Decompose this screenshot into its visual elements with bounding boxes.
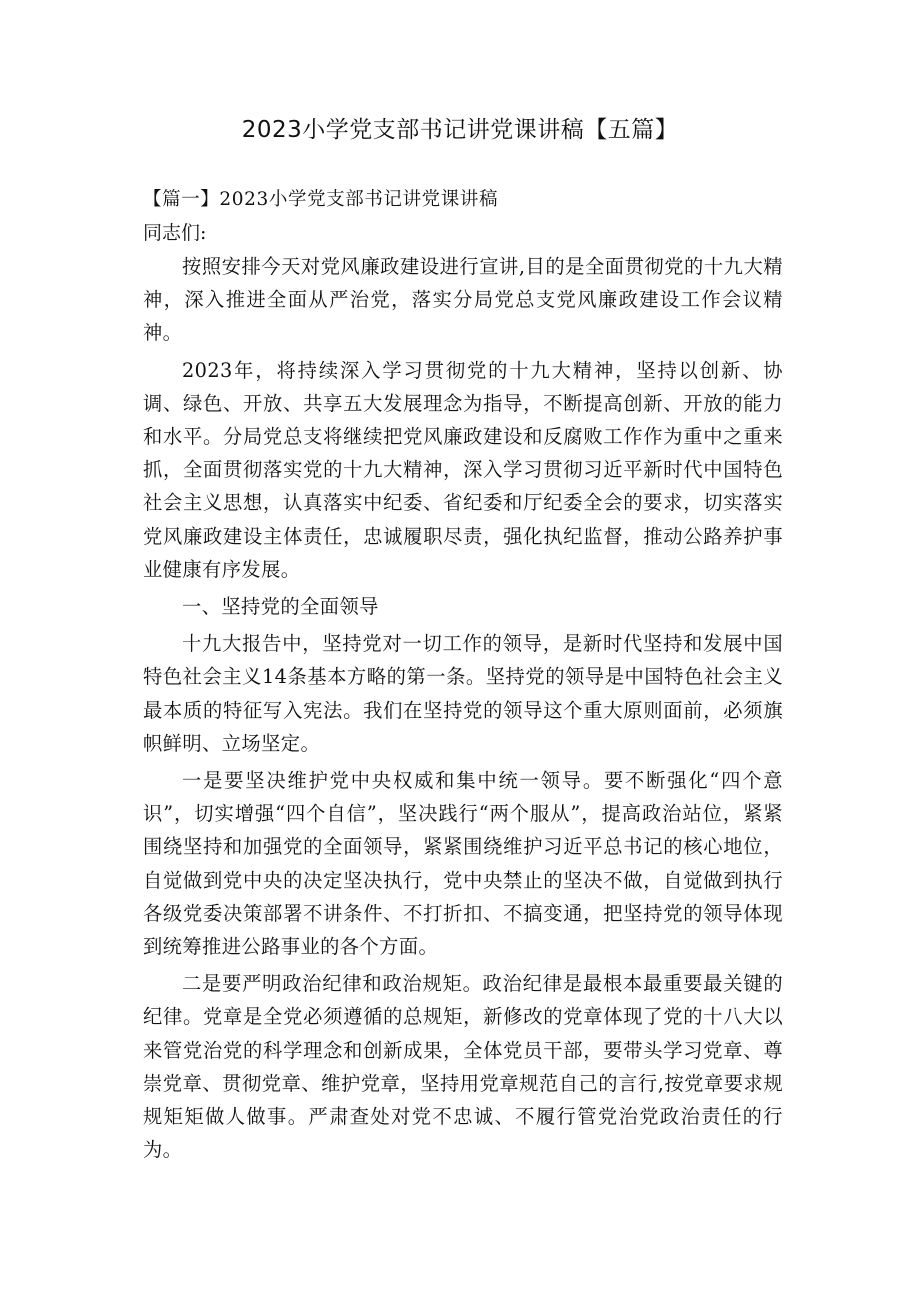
salutation: 同志们:	[143, 222, 207, 244]
document-title: 2023小学党支部书记讲党课讲稿【五篇】	[241, 117, 679, 143]
paragraph-party-leadership: 十九大报告中，坚持党对一切工作的领导，是新时代坚持和发展中国特色社会主义14条基本方略的第一条。坚持党的领导是中国特色社会主义最本质的特征写入宪法。我们在坚持党的领导这个重大原则面前，必须旗帜鲜明、立场坚定。	[143, 632, 783, 755]
document-body	[143, 182, 783, 1170]
section-heading: 【篇一】2023小学党支部书记讲党课讲稿	[143, 189, 499, 210]
paragraph-point-one: 一是要坚决维护党中央权威和集中统一领导。要不断强化“四个意识”，切实增强“四个自信”，坚决践行“两个服从”，提高政治站位，紧紧围绕坚持和加强党的全面领导，紧紧围绕维护习近平总书记的核心地位，自觉做到党中央的决定坚决执行，党中央禁止的坚决不做，自觉做到执行各级党委决策部署不讲条件、不打折扣、不搞变通，把坚持党的领导体现到统筹推进公路事业的各个方面。	[143, 769, 783, 959]
paragraph-2023-plan: 2023年，将持续深入学习贯彻党的十九大精神，坚持以创新、协调、绿色、开放、共享五大发展理念为指导，不断提高创新、开放的能力和水平。分局党总支将继续把党风廉政建设和反腐败工作作为重中之重来抓，全面贯彻落实党的十九大精神，深入学习贯彻习近平新时代中国特色社会主义思想，认真落实中纪委、省纪委和厅纪委全会的要求，切实落实党风廉政建设主体责任，忠诚履职尽责，强化执纪监督，推动公路养护事业健康有序发展。	[143, 358, 783, 581]
paragraph-intro: 按照安排今天对党风廉政建设进行宣讲,目的是全面贯彻党的十九大精神，深入推进全面从严治党，落实分局党总支党风廉政建设工作会议精神。	[143, 255, 783, 345]
paragraph-point-two: 二是要严明政治纪律和政治规矩。政治纪律是最根本最重要最关键的纪律。党章是全党必须遵循的总规矩，新修改的党章体现了党的十八大以来管党治党的科学理念和创新成果，全体党员干部，要带头学习党章、尊崇党章、贯彻党章、维护党章，坚持用党章规范自己的言行,按党章要求规规矩矩做人做事。严肃查处对党不忠诚、不履行管党治党政治责任的行为。	[143, 972, 783, 1162]
subheading-leadership: 一、坚持党的全面领导	[182, 595, 379, 619]
